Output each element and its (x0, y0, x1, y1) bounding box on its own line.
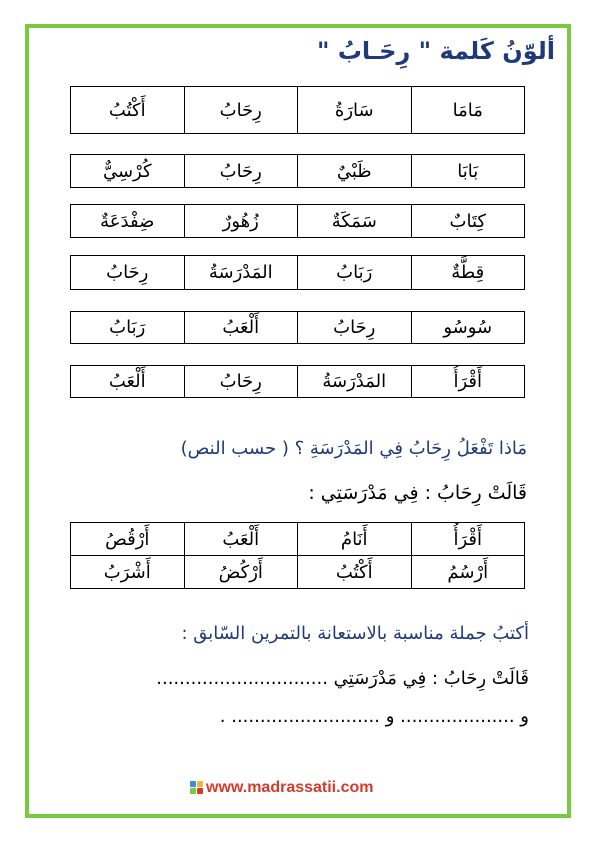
page-border (25, 24, 571, 818)
verb-cell: أَرْكُضُ (184, 556, 298, 589)
word-cell: رَبَابُ (71, 312, 185, 344)
logo-url[interactable]: www.madrassatii.com (206, 779, 374, 796)
word-cell: المَدْرَسَةُ (184, 256, 298, 290)
answer-line-1: قَالَتْ رِحَابُ : فِي مَدْرَسَتِي .............................. (156, 668, 529, 689)
word-cell: المَدْرَسَةُ (298, 366, 412, 398)
verb-cell: أَقْرَأُ (411, 523, 525, 556)
verb-cell: أَشْرَبُ (71, 556, 185, 589)
word-row-6 (70, 365, 525, 398)
word-row-4 (70, 255, 525, 290)
word-cell: ضِفْدَعَةٌ (71, 205, 185, 238)
word-cell: كِتَابٌ (411, 205, 525, 238)
word-cell: أَلْعَبُ (71, 366, 185, 398)
verb-cell: أَلْعَبُ (184, 523, 298, 556)
page-title: ألوّنُ كَلمة " رِحَـابُ " (316, 37, 555, 65)
verb-cell: أَرْقُصُ (71, 523, 185, 556)
word-row-5 (70, 311, 525, 344)
word-cell: رِحَابُ (298, 312, 412, 344)
verb-table (70, 522, 525, 589)
verb-cell: أَكْتُبُ (298, 556, 412, 589)
word-cell: كُرْسِيٌّ (71, 155, 185, 188)
word-cell: مَامَا (411, 87, 525, 134)
word-cell: زُهُورٌ (184, 205, 298, 238)
verb-cell: أَنَامُ (298, 523, 412, 556)
word-cell: سَارَةُ (298, 87, 412, 134)
word-cell: أَلْعَبُ (184, 312, 298, 344)
logo-icon (190, 781, 204, 795)
answer-line-2: و .................... و .......................... . (219, 706, 529, 727)
exercise-instruction: أكتبُ جملة مناسبة بالاستعانة بالتمرين السّابق : (181, 623, 529, 644)
word-cell: رِحَابُ (184, 366, 298, 398)
word-cell: سُوسُو (411, 312, 525, 344)
word-cell: رِحَابُ (71, 256, 185, 290)
verb-cell: أَرْسُمُ (411, 556, 525, 589)
answer-intro: قَالَتْ رِحَابُ : فِي مَدْرَسَتِي : (308, 482, 527, 504)
word-cell: سَمَكَةٌ (298, 205, 412, 238)
word-cell: رِحَابُ (184, 87, 298, 134)
word-cell: رَبَابُ (298, 256, 412, 290)
word-cell: بَابَا (411, 155, 525, 188)
question-text: مَاذا تَفْعَلُ رِحَابُ فِي المَدْرَسَةِ ؟ ( حسب النص) (180, 438, 527, 459)
word-row-2 (70, 154, 525, 188)
word-cell: ظَبْيٌ (298, 155, 412, 188)
word-row-1 (70, 86, 525, 134)
word-cell: أَكْتُبُ (71, 87, 185, 134)
word-cell: أَقْرَأُ (411, 366, 525, 398)
site-logo[interactable] (190, 776, 405, 800)
word-cell: رِحَابُ (184, 155, 298, 188)
word-cell: قِطَّةٌ (411, 256, 525, 290)
word-row-3 (70, 204, 525, 238)
